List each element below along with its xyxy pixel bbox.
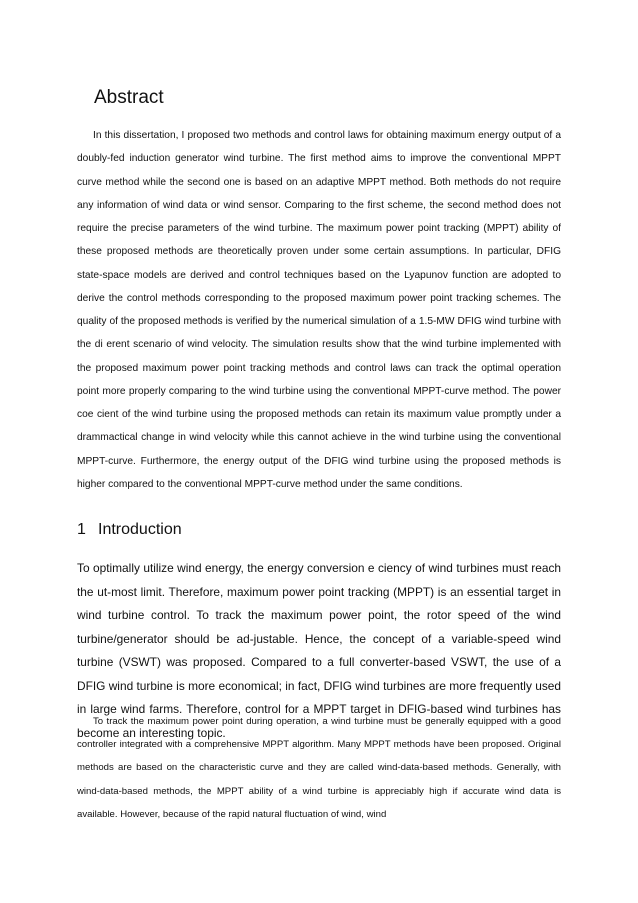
abstract-heading: Abstract bbox=[94, 87, 164, 108]
section-number: 1 bbox=[77, 521, 86, 538]
introduction-paragraph-2: To track the maximum power point during operation, a wind turbine must be generally equipped with a good controller integrated with a comprehensive MPPT algorithm. Many MPPT methods have been proposed. Original methods are based on the characteristic curve and they are called wind-data-based methods. Generally, with wind-data-based methods, the MPPT ability of a wind turbine is appreciably high if accurate wind data is available. However, because of the rapid natural fluctuation of wind, wind bbox=[77, 716, 561, 820]
introduction-heading bbox=[77, 519, 182, 541]
abstract-paragraph: In this dissertation, I proposed two methods and control laws for obtaining maximum energy output of a doubly-fed induction generator wind turbine. The first method aims to improve the conventional MPPT curve method while the second one is based on an adaptive MPPT method. Both methods do not require any information of wind data or wind sensor. Comparing to the first scheme, the second method does not require the precise parameters of the wind turbine. The maximum power point tracking (MPPT) ability of these proposed methods are theoretically proven under some certain assumptions. In particular, DFIG state-space models are derived and control techniques based on the Lyapunov function are adopted to derive the control methods corresponding to the proposed maximum power point tracking schemes. The quality of the proposed methods is verified by the numerical simulation of a 1.5-MW DFIG wind turbine with the di erent scenario of wind velocity. The simulation results show that the wind turbine implemented with the proposed maximum power point tracking methods and control laws can track the optimal operation point more properly comparing to the wind turbine using the conventional MPPT-curve method. The power coe cient of the wind turbine using the proposed methods can retain its maximum value promptly under a drammactical change in wind velocity while this cannot achieve in the wind turbine using the conventional MPPT-curve. Furthermore, the energy output of the DFIG wind turbine using the proposed methods is higher compared to the conventional MPPT-curve method under the same conditions. bbox=[77, 130, 561, 490]
section-title: Introduction bbox=[98, 521, 182, 538]
introduction-paragraph-1: To optimally utilize wind energy, the energy conversion e ciency of wind turbines must reach the ut-most limit. Therefore, maximum power point tracking (MPPT) is an essential target in wind turbine control. To track the maximum power point, the rotor speed of the wind turbine/generator should be ad-justable. Hence, the concept of a variable-speed wind turbine (VSWT) was proposed. Compared to a full converter-based VSWT, the use of a DFIG wind turbine is more economical; in fact, DFIG wind turbines are more frequently used in large wind farms. Therefore, control for a MPPT target in DFIG-based wind turbines has become an interesting topic. bbox=[77, 561, 561, 740]
